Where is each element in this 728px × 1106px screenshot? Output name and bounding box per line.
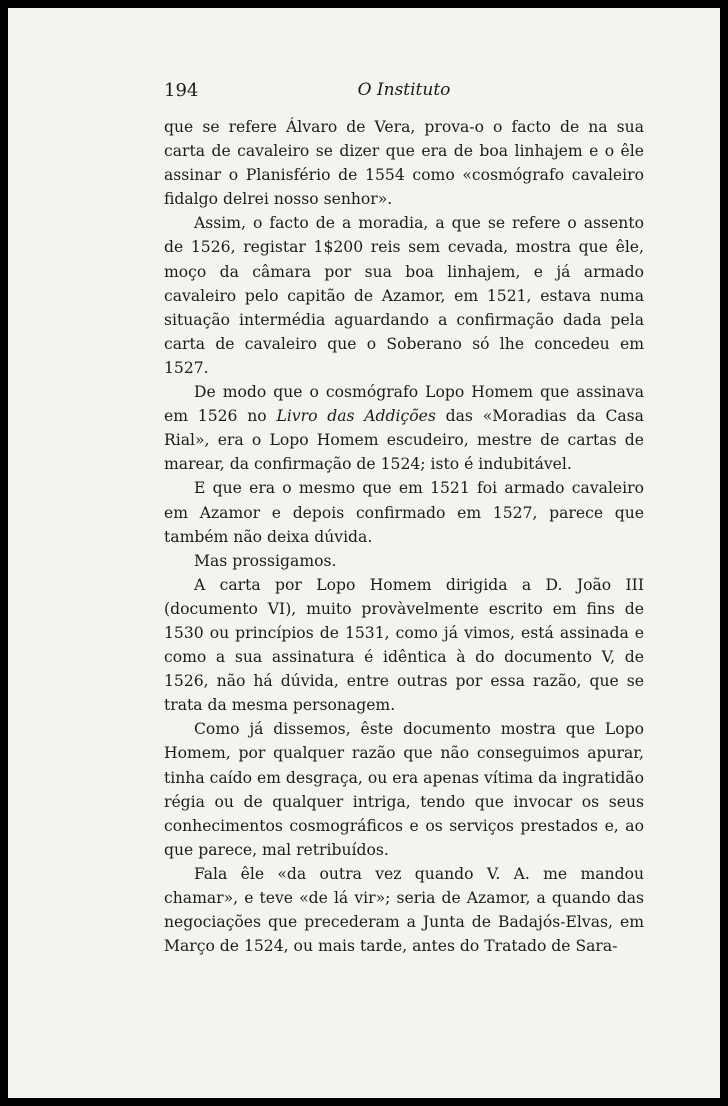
page-number: 194 — [164, 80, 199, 101]
paragraph-3 — [164, 380, 644, 476]
paragraph-3-text-before: De modo que o cosmógrafo Lopo Homem que assinava em 1526 no — [164, 383, 644, 426]
paragraph-8: Fala êle «da outra vez quando V. A. me mandou chamar», e teve «de lá vir»; seria de Azamor, a quando das negociações que precederam a Junta de Badajós-Elvas, em Março de 1524, ou mais tarde, antes do Tratado de Sara- — [164, 864, 644, 956]
paragraph-3-text-after: das «Moradias da Casa Rial», era o Lopo Homem escudeiro, mestre de cartas de marear, da confirmação de 1524; isto é indubitável. — [164, 407, 644, 474]
book-page — [8, 8, 720, 1098]
paragraph-7: Como já dissemos, êste documento mostra que Lopo Homem, por qualquer razão que não conseguimos apurar, tinha caído em desgraça, ou era apenas vítima da ingratidão régia ou de qualquer intriga, tendo que invocar os seus conhecimentos cosmográficos e os serviços prestados e, ao que parece, mal retribuídos. — [164, 720, 644, 859]
book-title-italic: Livro das Addições — [276, 407, 436, 426]
running-title: O Instituto — [357, 80, 451, 100]
paragraph-6: A carta por Lopo Homem dirigida a D. João III (documento VI), muito provàvelmente escrito em fins de 1530 ou princípios de 1531, como já vimos, está assinada e como a sua assinatura é idêntica à do documento V, de 1526, não há dúvida, entre outras por essa razão, que se trata da mesma personagem. — [164, 575, 644, 715]
paragraph-1: que se refere Álvaro de Vera, prova-o o facto de na sua carta de cavaleiro se dizer que era de boa linhajem e o êle assinar o Planisfério de 1554 como «cosmógrafo cavaleiro fidalgo delrei nosso senhor». — [164, 118, 644, 209]
paragraph-4: E que era o mesmo que em 1521 foi armado cavaleiro em Azamor e depois confirmado em 1527, parece que também não deixa dúvida. — [164, 479, 644, 546]
body-text — [164, 115, 644, 958]
page-header — [164, 80, 644, 106]
paragraph-5: Mas prossigamos. — [194, 551, 337, 570]
paragraph-2: Assim, o facto de a moradia, a que se refere o assento de 1526, registar 1$200 reis sem cevada, mostra que êle, moço da câmara por sua boa linhajem, e já armado cavaleiro pelo capitão de Azamor, em 1521, estava numa situação intermédia aguardando a confirmação dada pela carta de cavaleiro que o Soberano só lhe concedeu em 1527. — [164, 214, 644, 377]
